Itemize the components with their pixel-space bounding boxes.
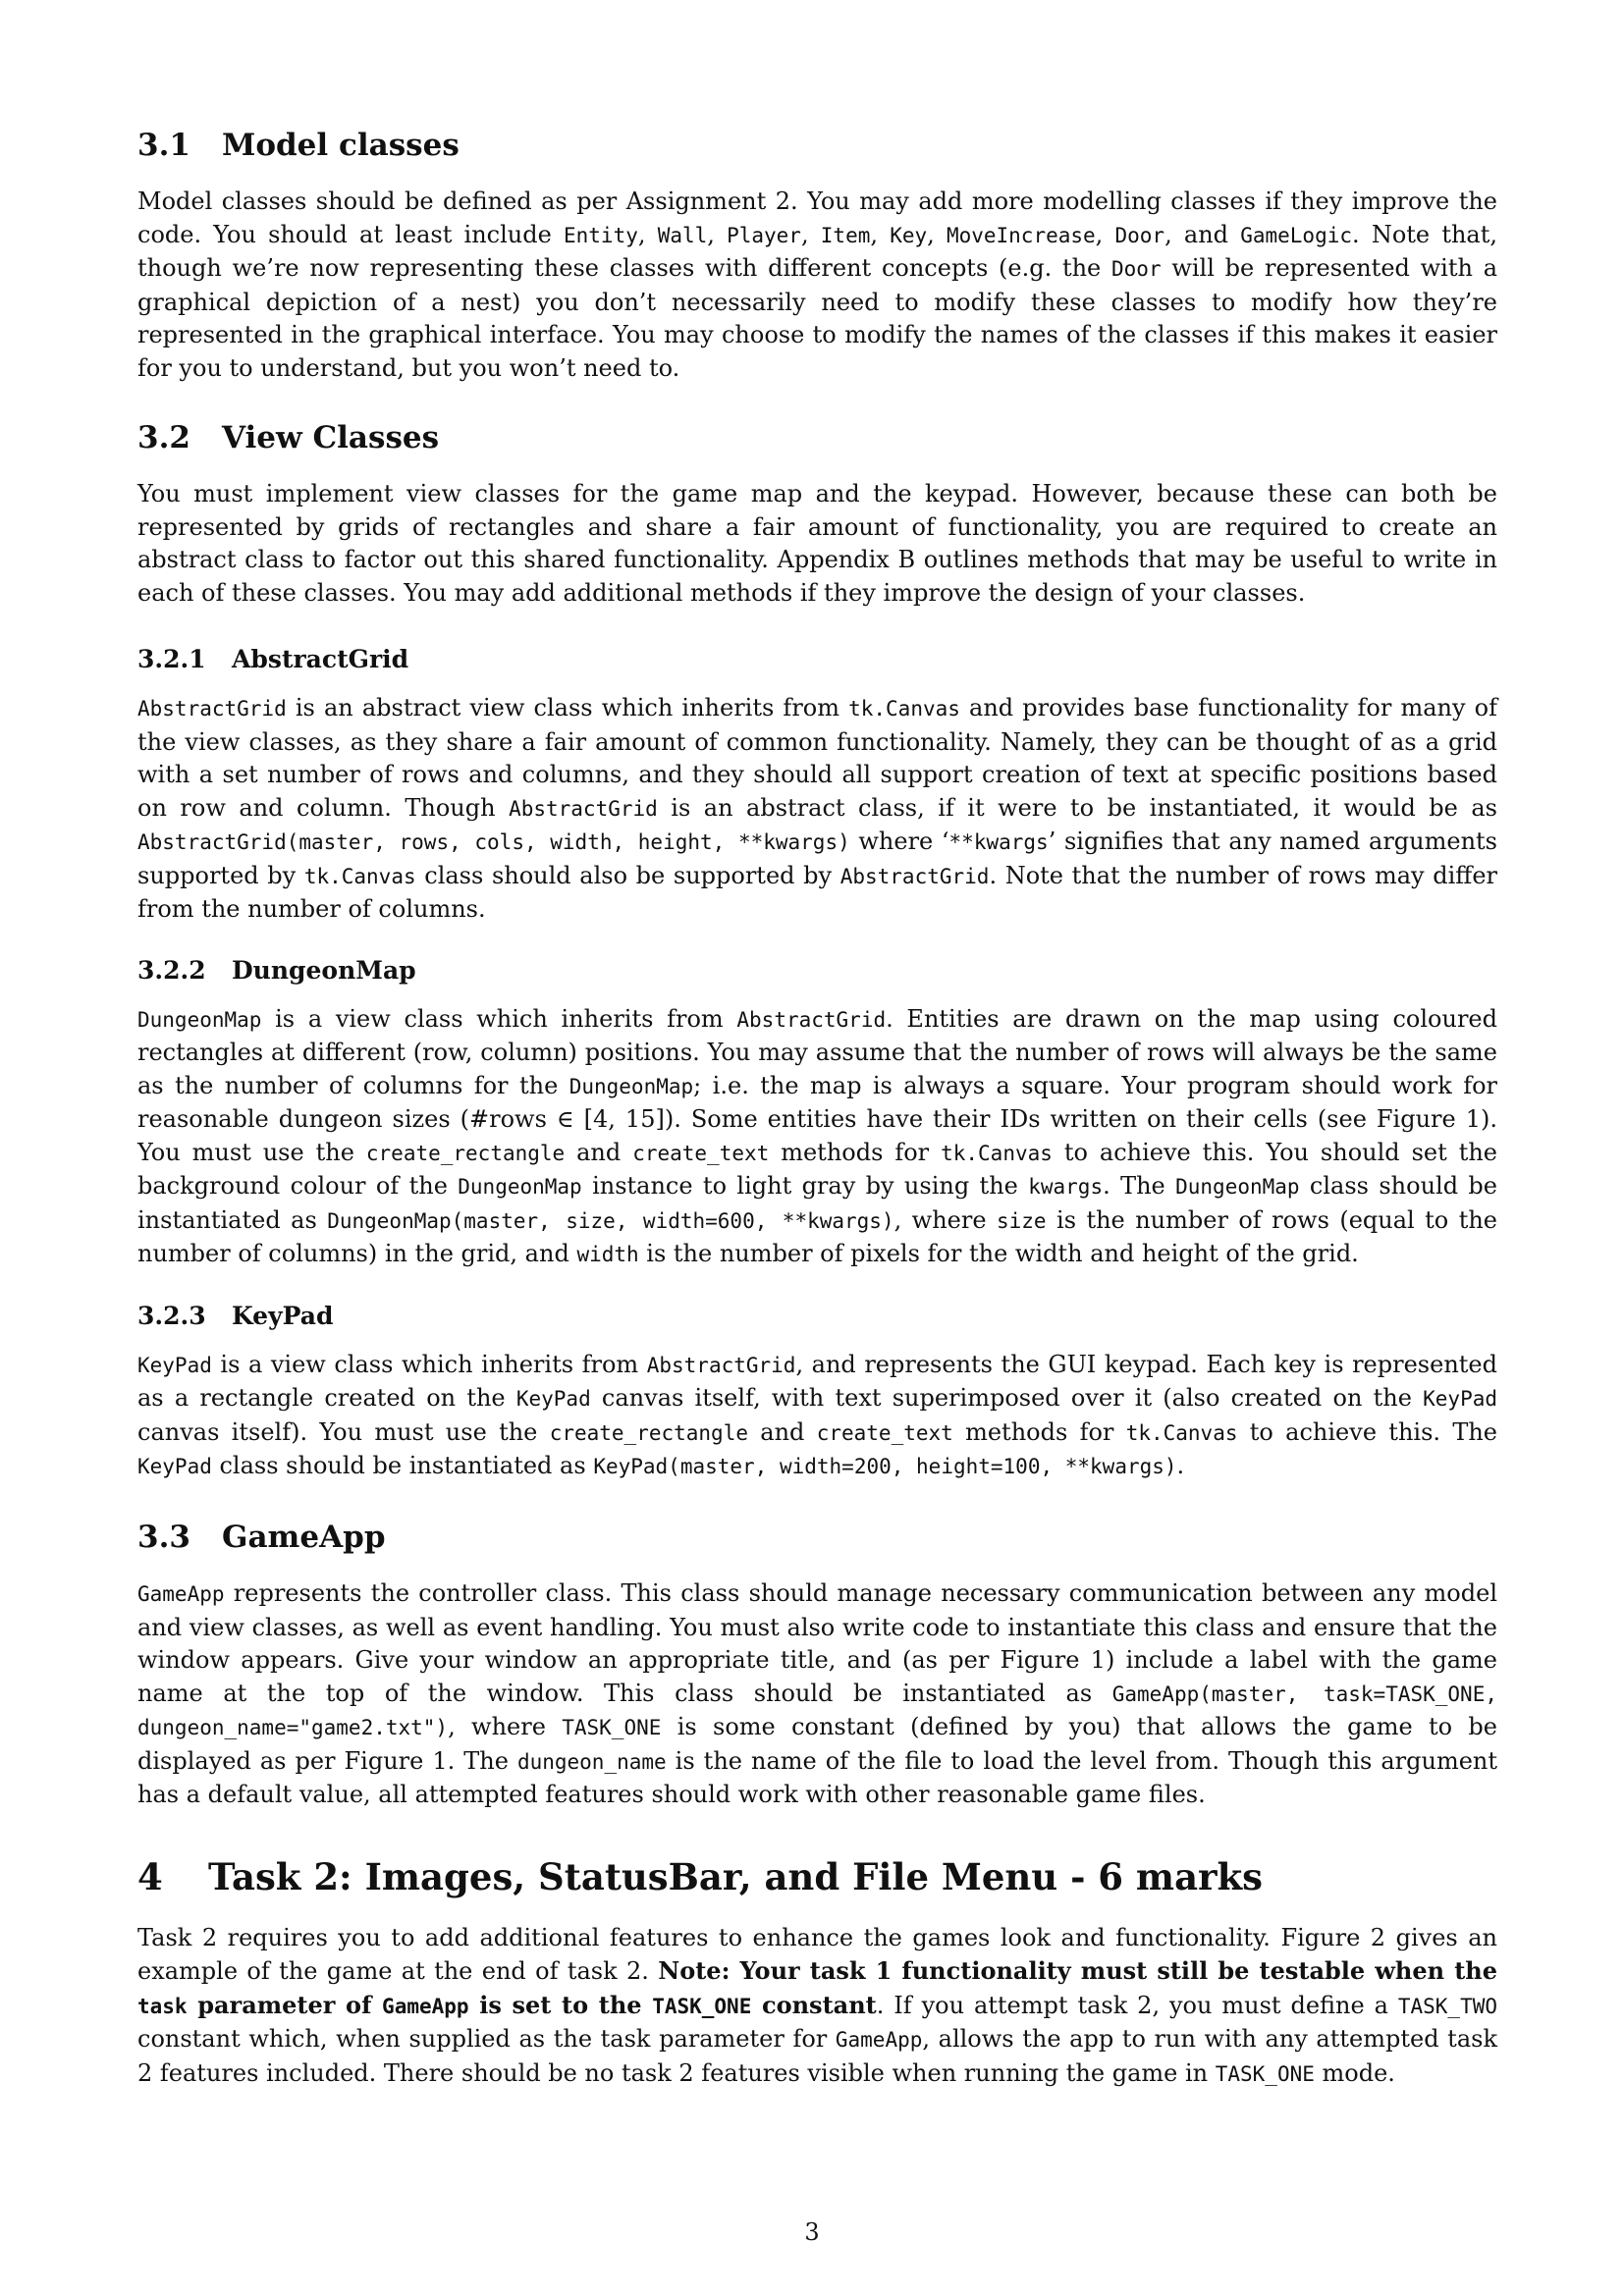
section-heading	[137, 1520, 1497, 1556]
subsection-title: DungeonMap	[232, 955, 416, 985]
subsection-title: KeyPad	[232, 1301, 334, 1330]
paragraph: You must implement view classes for the game map and the keypad. However, because these can both be represented by grids of rectangles and share a fair amount of functionality, you are required to create an abstract class to factor out this shared functionality. Appendix B outlines methods that may be useful to write in each of these classes. You may add additional methods if they improve the design of your classes.	[137, 480, 1497, 607]
page-number: 3	[804, 2218, 820, 2246]
subsection-heading	[137, 956, 1497, 986]
section-3-1	[137, 128, 1497, 385]
section-number: 3.1	[137, 128, 190, 163]
section-heading	[137, 420, 1497, 456]
paragraph: DungeonMap is a view class which inherits from AbstractGrid. Entities are drawn on the map using coloured rectangles at different (row, column) positions. You may assume that the number of rows will always be the same as the number of columns for the DungeonMap; i.e. the map is always a square. Your program should work for reasonable dungeon sizes (#rows ∈ [4, 15]). Some entities have their IDs written on their cells (see Figure 1). You must use the create_rectangle and create_text methods for tk.Canvas to achieve this. You should set the background colour of the DungeonMap instance to light gray by using the kwargs. The DungeonMap class should be instantiated as DungeonMap(master, size, width=600, **kwargs), where size is the number of rows (equal to the number of columns) in the grid, and width is the number of pixels for the width and height of the grid.	[137, 1004, 1498, 1268]
subsection-heading	[137, 1302, 1497, 1331]
paragraph: Task 2 requires you to add additional features to enhance the games look and functionality. Figure 2 gives an example of the game at the end of task 2. Note: Your task 1 functionality must still be testable when the task parameter of GameApp is set to the TASK_ONE constant. If you attempt task 2, you must define a TASK_TWO constant which, when supplied as the task parameter for GameApp, allows the app to run with any attempted task 2 features included. There should be no task 2 features visible when running the game in TASK_ONE mode.	[137, 1923, 1498, 2087]
section-3-2-2	[137, 956, 1497, 1272]
section-number: 3.3	[137, 1519, 190, 1555]
page-content	[137, 128, 1497, 2126]
section-title: Model classes	[222, 128, 460, 163]
section-heading	[137, 128, 1497, 164]
subsection-number: 3.2.3	[137, 1301, 206, 1330]
subsection-number: 3.2.2	[137, 955, 206, 985]
section-number: 3.2	[137, 420, 190, 456]
paragraph: Model classes should be defined as per Assignment 2. You may add more modelling classes if they improve the code. You should at least include Entity, Wall, Player, Item, Key, MoveIncrease, Door, and GameLogic. Note that, though we’re now representing these classes with different concepts (e.g. the Door will be represented with a graphical depiction of a nest) you don’t necessarily need to modify these classes to modify how they’re represented in the graphical interface. You may choose to modify the names of the classes if this makes it easier for you to understand, but you won’t need to.	[137, 187, 1498, 382]
section-4	[137, 1855, 1497, 2092]
paragraph: GameApp represents the controller class. This class should manage necessary communication between any model and view classes, as well as event handling. You must also write code to instantiate this class and ensure that the window appears. Give your window an appropriate title, and (as per Figure 1) include a label with the game name at the top of the window. This class should be instantiated as GameApp(master, task=TASK_ONE, dungeon_name="game2.txt"), where TASK_ONE is some constant (defined by you) that allows the game to be displayed as per Figure 1. The dungeon_name is the name of the file to load the level from. Though this argument has a default value, all attempted features should work with other reasonable game files.	[137, 1579, 1498, 1809]
subsection-number: 3.2.1	[137, 645, 206, 674]
section-number: 4	[137, 1854, 163, 1898]
section-3-2-3	[137, 1302, 1497, 1484]
section-title: GameApp	[222, 1519, 386, 1555]
subsection-heading	[137, 645, 1497, 674]
paragraph: AbstractGrid is an abstract view class which inherits from tk.Canvas and provides base functionality for many of the view classes, as they share a fair amount of common functionality. Namely, they can be thought of as a grid with a set number of rows and columns, and they should all support creation of text at specific positions based on row and column. Though AbstractGrid is an abstract class, if it were to be instantiated, it would be as AbstractGrid(master, rows, cols, width, height, **kwargs) where ‘**kwargs’ signifies that any named arguments supported by tk.Canvas class should also be supported by AbstractGrid. Note that the number of rows may differ from the number of columns.	[137, 694, 1498, 924]
section-3-2-1	[137, 645, 1497, 927]
section-3-2	[137, 420, 1497, 610]
section-heading	[137, 1855, 1497, 1898]
subsection-title: AbstractGrid	[232, 645, 409, 674]
paragraph: KeyPad is a view class which inherits from AbstractGrid, and represents the GUI keypad. Each key is represented as a rectangle created on the KeyPad canvas itself, with text superimposed over it (also created on the KeyPad canvas itself). You must use the create_rectangle and create_text methods for tk.Canvas to achieve this. The KeyPad class should be instantiated as KeyPad(master, width=200, height=100, **kwargs).	[137, 1350, 1497, 1480]
section-title: Task 2: Images, StatusBar, and File Menu - 6 marks	[208, 1854, 1264, 1898]
section-title: View Classes	[222, 420, 440, 456]
section-3-3	[137, 1520, 1497, 1812]
